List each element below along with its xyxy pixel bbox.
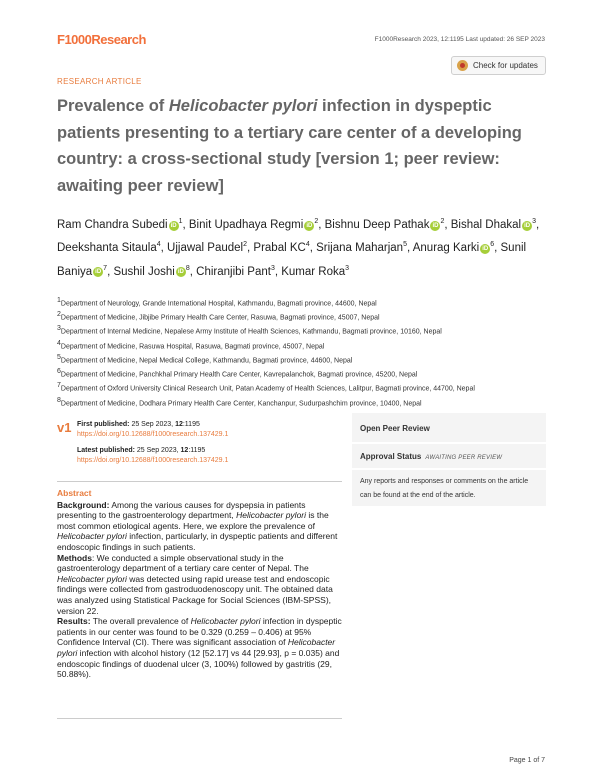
journal-logo[interactable]: F1000Research (57, 32, 146, 47)
author-list: Ram Chandra Subedi $iD^1$, Binit Upadhaya Regmi $iD^2$, Bishnu Deep Pathak $iD^2$, Bishal Dhakal $iD^3$, Deekshanta Sitaula$^4$, Ujjawal Paudel$^2$, Prabal $KC^4$, Srijana Maharjan$^5$, Anurag Karki $iD^6$, Sunil Baniya $iD^7$, Sushil Joshi $iD^8$, Chiranjibi Pant$^3$, Kumar Roka$^3$ (57, 218, 540, 278)
abstract (57, 488, 342, 680)
author-name[interactable]: Prabal KC (253, 242, 306, 255)
author-name[interactable]: Bishnu Deep Pathak (324, 218, 430, 231)
author-affiliation-number: 5 (403, 241, 407, 249)
abstract-methods: Methods: We conducted a simple observational study in the gastroenterology department of a tertiary care center of Nepal. The Helicobacter pylori was detected using rapid urease test and endoscopic findings were collected from gastroduodenoscopy unit. The obtained data was analyzed using Statistical Package for Social Sciences (IBM-SPSS), version 22. (57, 552, 333, 616)
author-name[interactable]: Sushil Joshi (113, 265, 175, 278)
author-name[interactable]: Srijana Maharjan (316, 242, 404, 255)
check-for-updates-label: Check for updates (473, 61, 538, 70)
orcid-icon[interactable]: iD (482, 246, 489, 253)
abstract-background: Background: Among the various causes for dyspepsia in patients presenting to the gastroenterology department, Helicobacter pylori is the most common etiological agents. Here, we explore the prevalence of Helicobacter pylori infection, particularly, in dyspeptic patients and different endoscopic findings in such patients. (57, 499, 338, 552)
author-name[interactable]: Sunil Baniya (57, 242, 527, 278)
orcid-icon[interactable]: iD (306, 222, 313, 229)
orcid-icon[interactable]: iD (170, 222, 177, 229)
article-title: Prevalence of Helicobacter pylori infection in dyspeptic patients presenting to a tertiary care center of a developing country: a cross-sectional study [version 1; peer review: awaiting peer review] (57, 97, 522, 195)
affiliation: $^6$Department of Medicine, Panchkhal Primary Health Care Center, Kavrepalanchok, Bagmati province, 45200, Nepal (57, 368, 418, 379)
author-affiliation-number: 2 (243, 241, 248, 249)
affiliation: $^2$Department of Medicine, Jibjibe Primary Health Care Center, Rasuwa, Bagmati province, 45007, Nepal (57, 311, 380, 322)
abstract-heading: Abstract (57, 488, 92, 498)
affiliation-list (57, 296, 557, 410)
author-affiliation-number: 2 (314, 218, 319, 225)
first-published-doi-link[interactable]: https://doi.org/10.12688/f1000research.137429.1 (77, 431, 229, 438)
author-name[interactable]: Ujjawal Paudel (167, 242, 244, 255)
check-for-updates-button[interactable] (451, 56, 546, 75)
author-name[interactable]: Deekshanta Sitaula (57, 242, 157, 255)
abstract-results: Results: The overall prevalence of Helicobacter pylori infection in dyspeptic patients in our center was found to be 0.329 (0.259 – 0.406) at 95% Confidence Interval (CI). There was significant association of Helicobacter pylori infection with alcohol history (12 [52.17] vs 44 [29.93], p = 0.035) and endoscopic findings of duodenal ulcer (3, 100%) followed by gastritis (29, 50.88%). (57, 616, 342, 680)
publication-info: First published: 25 Sep 2023, 12:1195 https://doi.org/10.12688/f1000research.137429.1 Latest published: 25 Sep 2023, 12:1195 https://doi.org/10.12688/f1000research.137429.1 (77, 421, 229, 464)
author-affiliation-number: 2 (440, 218, 445, 225)
approval-status: Approval Status AWAITING PEER REVIEW (360, 452, 503, 461)
abstract-divider (57, 481, 342, 482)
affiliation: $^7$Department of Oxford University Clinical Research Unit, Patan Academy of Health Sciences, Lalitpur, Bagmati province, 44700, Nepal (57, 382, 475, 393)
author-affiliation-number: 4 (305, 241, 310, 249)
orcid-icon[interactable]: iD (524, 222, 531, 229)
author-affiliation-number: 7 (103, 264, 108, 272)
author-affiliation-number: 3 (270, 264, 275, 272)
orcid-icon[interactable]: iD (432, 222, 439, 229)
page-number: Page 1 of 7 (509, 757, 545, 764)
author-affiliation-number: 1 (178, 218, 183, 225)
author-affiliation-number: 3 (532, 218, 536, 225)
orcid-icon[interactable]: iD (95, 269, 102, 276)
author-name[interactable]: Kumar Roka (281, 265, 346, 278)
affiliation: $^5$Department of Medicine, Nepal Medical College, Kathmandu, Bagmati province, 44600, Nepal (57, 353, 353, 365)
peer-review-panel (352, 413, 546, 506)
orcid-icon[interactable]: iD (177, 269, 184, 276)
affiliation: $^4$Department of Medicine, Rasuwa Hospital, Rasuwa, Bagmati province, 45007, Nepal (57, 339, 325, 351)
approval-status-value: AWAITING PEER REVIEW (425, 455, 503, 461)
author-name[interactable]: Binit Upadhaya Regmi (188, 218, 304, 231)
crossmark-icon (457, 60, 468, 71)
affiliation: $^8$Department of Medicine, Dodhara Primary Health Care Center, Kanchanpur, Sudurpashchim province, 10400, Nepal (57, 396, 422, 407)
affiliation: $^3$Department of Internal Medicine, Nepalese Army Institute of Health Sciences, Kathmandu, Bagmati province, 10160, Nepal (57, 325, 442, 336)
author-name[interactable]: Anurag Karki (412, 242, 480, 255)
peer-review-note: Any reports and responses or comments on the article can be found at the end of the article. (360, 478, 529, 499)
author-name[interactable]: Chiranjibi Pant (196, 265, 271, 278)
affiliation: $^1$Department of Neurology, Grande International Hospital, Kathmandu, Bagmati province, 44600, Nepal (57, 297, 377, 308)
author-affiliation-number: 8 (185, 264, 190, 272)
peer-review-title: Open Peer Review (360, 424, 430, 433)
author-name[interactable]: Ram Chandra Subedi (57, 218, 168, 231)
latest-published-doi-link[interactable]: https://doi.org/10.12688/f1000research.137429.1 (77, 457, 229, 464)
author-affiliation-number: 3 (345, 264, 350, 272)
header-citation: F1000Research 2023, 12:1195 Last updated: 26 SEP 2023 (374, 36, 545, 43)
article-type: RESEARCH ARTICLE (57, 77, 142, 86)
author-name[interactable]: Bishal Dhakal (450, 218, 522, 231)
version-label: v1 (57, 420, 72, 435)
author-affiliation-number: 4 (156, 241, 161, 249)
abstract-bottom-divider (57, 718, 342, 719)
author-affiliation-number: 6 (490, 241, 495, 249)
